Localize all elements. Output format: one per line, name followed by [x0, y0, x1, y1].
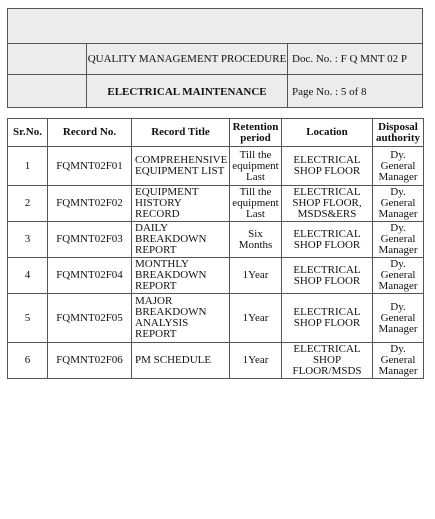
cell-retention: Six Months — [230, 222, 282, 258]
doc-number: Doc. No. : F Q MNT 02 P — [292, 53, 408, 65]
cell-retention: 1Year — [230, 294, 282, 343]
cell-authority: Dy. General Manager — [373, 147, 424, 186]
col-header-authority: Disposal authority — [373, 119, 424, 147]
cell-record-title: DAILY BREAKDOWN REPORT — [132, 222, 230, 258]
header-title-row — [8, 75, 422, 108]
cell-record-no: FQMNT02F03 — [48, 222, 132, 258]
cell-authority: Dy. General Manager — [373, 186, 424, 222]
header-procedure-row — [8, 44, 422, 75]
table-header-row — [8, 119, 424, 147]
document-title: ELECTRICAL MAINTENANCE — [87, 75, 288, 108]
cell-sr: 6 — [8, 343, 48, 379]
table-row — [8, 147, 424, 186]
cell-retention: 1Year — [230, 258, 282, 294]
cell-record-no: FQMNT02F01 — [48, 147, 132, 186]
table-row — [8, 294, 424, 343]
cell-record-title: PM SCHEDULE — [132, 343, 230, 379]
cell-record-title: MAJOR BREAKDOWN ANALYSIS REPORT — [132, 294, 230, 343]
cell-retention: 1Year — [230, 343, 282, 379]
header-top-band — [8, 9, 422, 44]
cell-sr: 2 — [8, 186, 48, 222]
cell-record-no: FQMNT02F06 — [48, 343, 132, 379]
cell-retention: Till the equipment Last — [230, 186, 282, 222]
col-header-location: Location — [282, 119, 373, 147]
cell-location: ELECTRICAL SHOP FLOOR/MSDS — [282, 343, 373, 379]
table-row — [8, 222, 424, 258]
cell-location: ELECTRICAL SHOP FLOOR — [282, 294, 373, 343]
records-table — [7, 118, 424, 379]
col-header-record-title: Record Title — [132, 119, 230, 147]
document-header — [7, 8, 423, 108]
cell-authority: Dy. General Manager — [373, 343, 424, 379]
header-blank-cell — [8, 75, 87, 108]
page-number: Page No. : 5 of 8 — [292, 85, 367, 98]
table-row — [8, 186, 424, 222]
procedure-label: QUALITY MANAGEMENT PROCEDURE — [87, 44, 288, 74]
cell-location: ELECTRICAL SHOP FLOOR — [282, 258, 373, 294]
cell-sr: 5 — [8, 294, 48, 343]
cell-location: ELECTRICAL SHOP FLOOR — [282, 222, 373, 258]
cell-authority: Dy. General Manager — [373, 258, 424, 294]
col-header-retention: Retention period — [230, 119, 282, 147]
cell-record-no: FQMNT02F02 — [48, 186, 132, 222]
cell-authority: Dy. General Manager — [373, 294, 424, 343]
cell-sr: 4 — [8, 258, 48, 294]
col-header-sr: Sr.No. — [8, 119, 48, 147]
cell-authority: Dy. General Manager — [373, 222, 424, 258]
cell-sr: 3 — [8, 222, 48, 258]
cell-record-title: MONTHLY BREAKDOWN REPORT — [132, 258, 230, 294]
cell-retention: Till the equipment Last — [230, 147, 282, 186]
table-row — [8, 258, 424, 294]
cell-location: ELECTRICAL SHOP FLOOR, MSDS&ERS — [282, 186, 373, 222]
cell-record-title: EQUIPMENT HISTORY RECORD — [132, 186, 230, 222]
cell-record-title: COMPREHENSIVE EQUIPMENT LIST — [132, 147, 230, 186]
table-row — [8, 343, 424, 379]
header-blank-cell — [8, 44, 87, 74]
col-header-record-no: Record No. — [48, 119, 132, 147]
cell-record-no: FQMNT02F04 — [48, 258, 132, 294]
cell-record-no: FQMNT02F05 — [48, 294, 132, 343]
cell-sr: 1 — [8, 147, 48, 186]
cell-location: ELECTRICAL SHOP FLOOR — [282, 147, 373, 186]
